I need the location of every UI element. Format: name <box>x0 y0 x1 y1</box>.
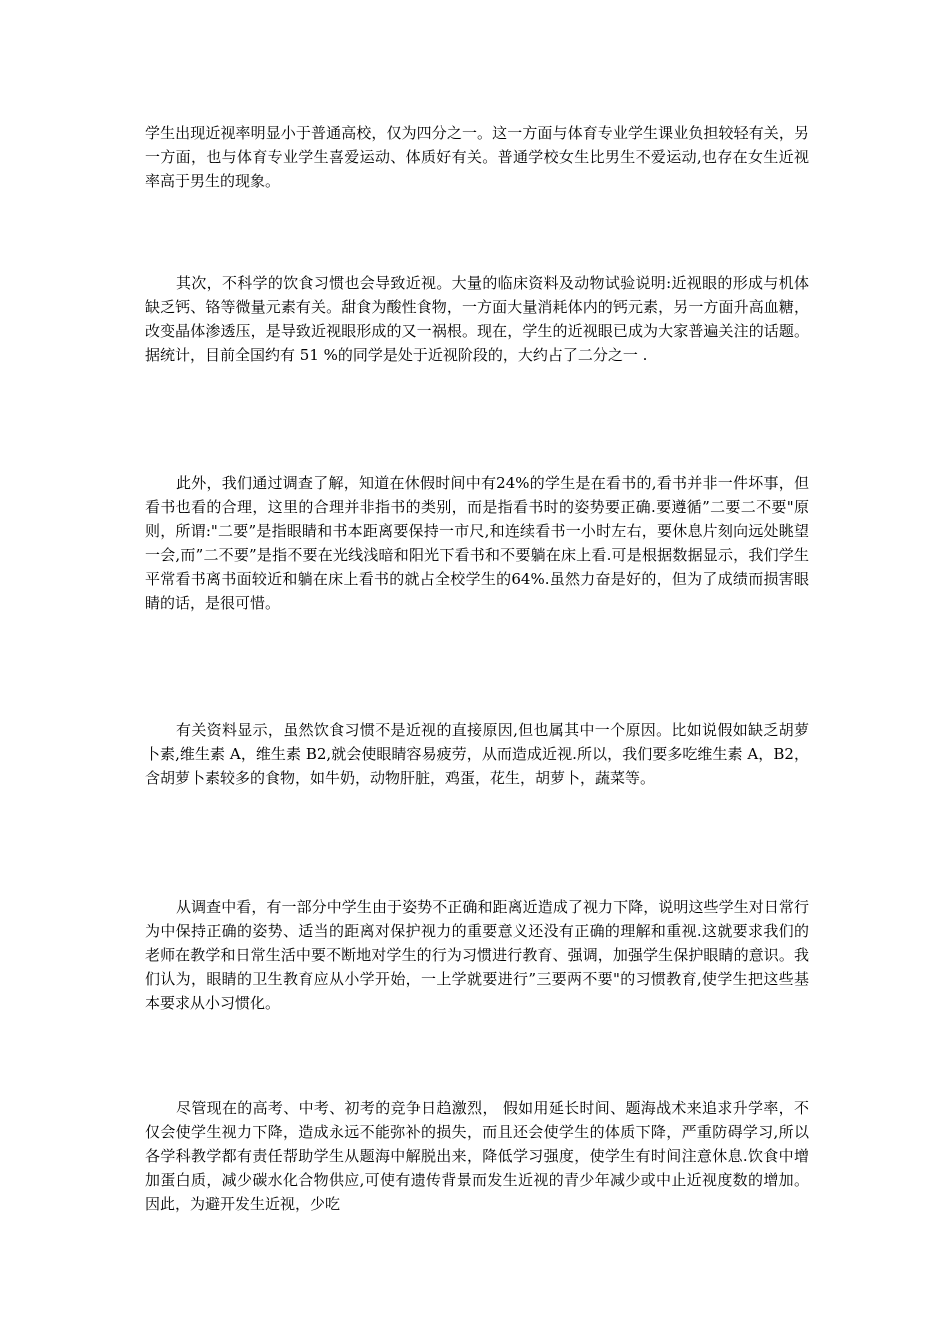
paragraph-2: 其次，不科学的饮食习惯也会导致近视。大量的临床资料及动物试验说明:近视眼的形成与机体缺乏钙、铬等微量元素有关。甜食为酸性食物，一方面大量消耗体内的钙元素，另一方面升高血糖，改变晶体渗透压，是导致近视眼形成的又一祸根。现在，学生的近视眼已成为大家普遍关注的话题。据统计，目前全国约有 51 %的同学是处于近视阶段的，大约占了二分之一 . <box>145 274 809 364</box>
paragraph-1: 学生出现近视率明显小于普通高校，仅为四分之一。这一方面与体育专业学生课业负担较轻有关，另一方面，也与体育专业学生喜爱运动、体质好有关。普通学校女生比男生不爱运动,也存在女生近视率高于男生的现象。 <box>145 124 809 190</box>
paragraph-5: 从调查中看，有一部分中学生由于姿势不正确和距离近造成了视力下降，说明这些学生对日常行为中保持正确的姿势、适当的距离对保护视力的重要意义还没有正确的理解和重视.这就要求我们的老师在教学和日常生活中要不断地对学生的行为习惯进行教育、强调，加强学生保护眼睛的意识。我们认为，眼睛的卫生教育应从小学开始，一上学就要进行”三要两不要"的习惯教育,使学生把这些基本要求从小习惯化。 <box>145 898 809 1012</box>
paragraph-4: 有关资料显示，虽然饮食习惯不是近视的直接原因,但也属其中一个原因。比如说假如缺乏胡萝卜素,维生素 A，维生素 B2,就会使眼睛容易疲劳，从而造成近视.所以，我们要多吃维生素 A，B2，含胡萝卜素较多的食物，如牛奶，动物肝脏，鸡蛋，花生，胡萝卜，蔬菜等。 <box>145 721 809 787</box>
paragraph-3: 此外，我们通过调查了解，知道在休假时间中有24%的学生是在看书的,看书并非一件坏事，但看书也看的合理，这里的合理并非指书的类别，而是指看书时的姿势要正确.要遵循”二要二不要"原则，所谓:"二要”是指眼睛和书本距离要保持一市尺,和连续看书一小时左右，要休息片刻向远处眺望一会,而”二不要”是指不要在光线浅暗和阳光下看书和不要躺在床上看.可是根据数据显示，我们学生平常看书离书面较近和躺在床上看书的就占全校学生的64%.虽然力奋是好的，但为了成绩而损害眼睛的话，是很可惜。 <box>145 474 809 612</box>
paragraph-6: 尽管现在的高考、中考、初考的竞争日趋激烈， 假如用延长时间、题海战术来追求升学率，不仅会使学生视力下降，造成永远不能弥补的损失，而且还会使学生的体质下降，严重防碍学习,所以各学科教学都有责任帮助学生从题海中解脱出来，降低学习强度，使学生有时间注意休息.饮食中增加蛋白质，减少碳水化合物供应,可使有遗传背景而发生近视的青少年减少或中止近视度数的增加。因此，为避开发生近视，少吃 <box>145 1099 809 1213</box>
